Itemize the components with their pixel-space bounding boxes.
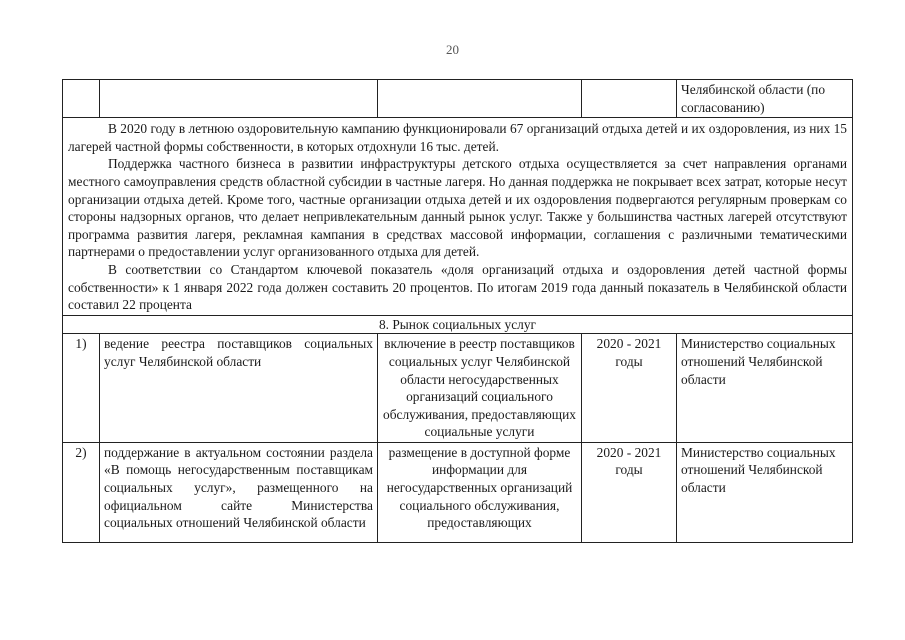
cell-responsible-continued: Челябинской области (по согласованию) [677, 80, 853, 118]
table-row [63, 442, 853, 542]
responsible-cell: Министерство социальных отношений Челябинской области [677, 442, 853, 542]
measure-cell: ведение реестра поставщиков социальных услуг Челябинской области [100, 334, 378, 443]
measures-table [62, 79, 853, 543]
section-title: 8. Рынок социальных услуг [63, 315, 853, 334]
cell-result-empty [378, 80, 582, 118]
row-number: 1) [63, 334, 100, 443]
narrative-paragraph-2: Поддержка частного бизнеса в развитии инфраструктуры детского отдыха осуществляется за счет направления органами местного самоуправления средств областной субсидии в частные лагеря. Но данная поддержка не покрывает всех затрат, которые несут организации отдыха детей. Кроме того, частные организации отдыха детей и их оздоровления подвергаются регулярным проверкам со стороны надзорных органов, что делает непривлекательным данный рынок услуг. Также у большинства частных лагерей отсутствуют программа развития лагеря, рекламная кампания в средствах массовой информации, соглашения с различными тематическими партнерами о предоставлении услуг организованного отдыха для детей. [68, 156, 847, 260]
measure-cell: поддержание в актуальном состоянии раздела «В помощь негосударственным поставщикам социальных услуг», размещенного на официальном сайте Министерства социальных отношений Челябинской области [100, 442, 378, 542]
narrative-row [63, 118, 853, 316]
result-cell [378, 442, 582, 542]
table-row [63, 334, 853, 443]
section-row [63, 315, 853, 334]
table-row-continued [63, 80, 853, 118]
narrative-paragraph-3: В соответствии со Стандартом ключевой показатель «доля организаций отдыха и оздоровления детей частной формы собственности» к 1 января 2022 года должен составить 20 процентов. По итогам 2019 года данный показатель в Челябинской области составил 22 процента [68, 261, 847, 313]
narrative-cell [63, 118, 853, 316]
narrative-paragraph-1: В 2020 году в летнюю оздоровительную кампанию функционировали 67 организаций отдыха детей и их оздоровления, из них 15 лагерей частной формы собственности, в которых отдохнули 16 тыс. детей. [68, 121, 847, 154]
result-cell: включение в реестр поставщиков социальных услуг Челябинской области негосударственных организаций социального обслуживания, предоставляющих социальные услуги [378, 334, 582, 443]
page-number: 20 [446, 42, 459, 57]
period-cell: 2020 - 2021 годы [582, 334, 677, 443]
result-cell-text: размещение в доступной форме информации для негосударственных организаций социального обслуживания, предоставляющих [386, 444, 573, 531]
period-cell: 2020 - 2021 годы [582, 442, 677, 542]
cell-period-empty [582, 80, 677, 118]
document-table-wrapper [62, 79, 852, 543]
cell-num-empty [63, 80, 100, 118]
row-number: 2) [63, 442, 100, 542]
cell-measure-empty [100, 80, 378, 118]
responsible-cell: Министерство социальных отношений Челябинской области [677, 334, 853, 443]
